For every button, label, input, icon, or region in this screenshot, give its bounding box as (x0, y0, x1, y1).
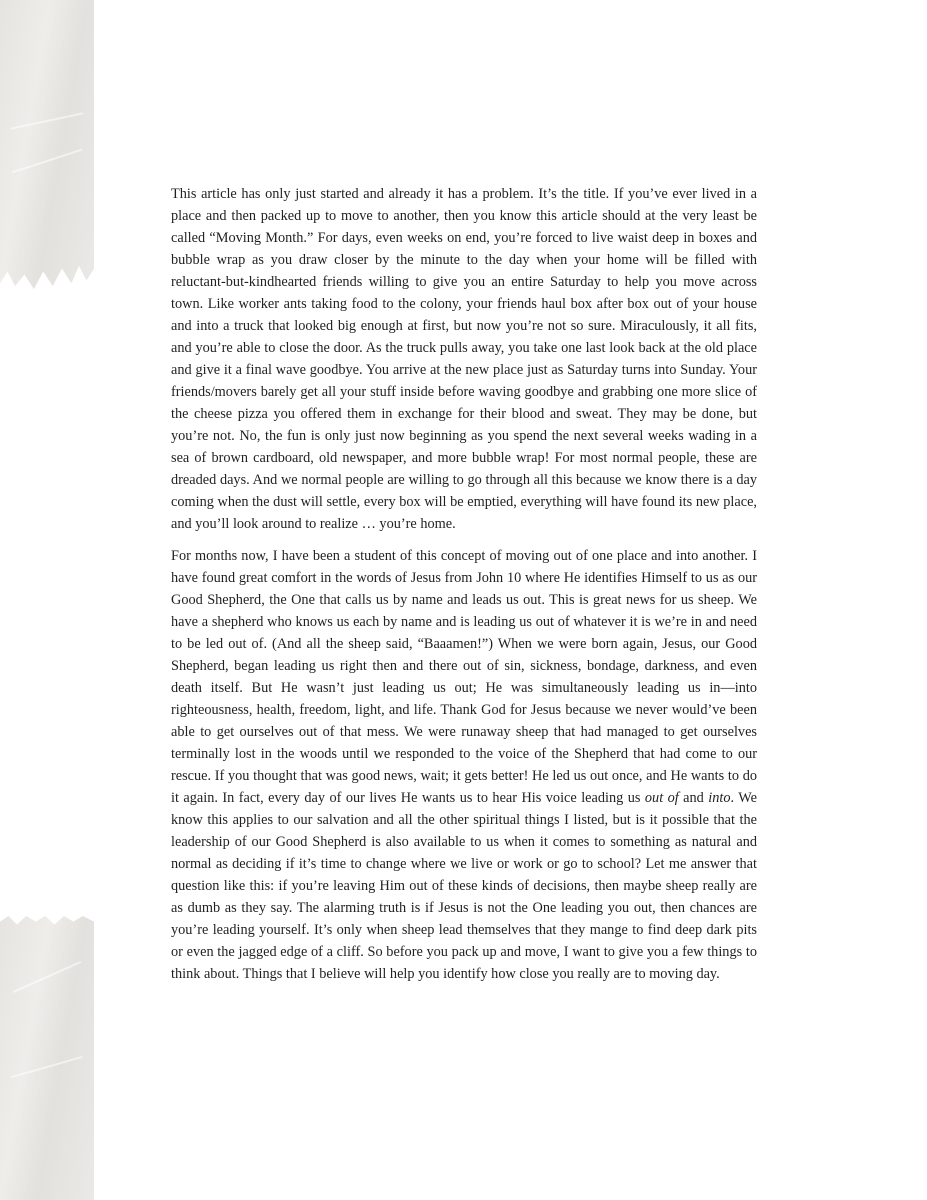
italic-out-of: out of (644, 790, 679, 806)
article-paragraph-1: This article has only just started and already it has a problem. It’s the title. If you’ve ever lived in a place and then packed up to move to another, then you know this article should at the very least be called “Moving Month.” For days, even weeks on end, you’re forced to live waist deep in boxes and bubble wrap as you draw closer by the minute to the day when your home will be filled with reluctant-but-kindhearted friends willing to give you an entire Saturday to help you move across town. Like worker ants taking food to the colony, your friends haul box after box out of your house and into a truck that looked big enough at first, but now you’re not so sure. Miraculously, it all fits, and you’re able to close the door. As the truck pulls away, you take one last look back at the old place and give it a final wave goodbye. You arrive at the new place just as Saturday turns into Sunday. Your friends/movers barely get all your stuff inside before waving goodbye and grabbing one more slice of the cheese pizza you offered them in exchange for their blood and sweat. They may be done, but you’re not. No, the fun is only just now beginning as you spend the next several weeks wading in a sea of brown cardboard, old newspaper, and more bubble wrap! For most normal people, these are dreaded days. And we normal people are willing to go through all this because we know there is a day coming when the dust will settle, every box will be emptied, everything will have found its new place, and you’ll look around to realize … you’re home. (171, 186, 757, 532)
masking-tape-bottom-left (0, 916, 94, 1200)
masking-tape-top-left (0, 0, 94, 292)
conjunction-and: and (678, 790, 709, 806)
article-paragraph-2 (171, 545, 757, 985)
paragraph-2-text-end: . We know this applies to our salvation and all the other spiritual things I listed, but is it possible that the leadership of our Good Shepherd is also available to us when it comes to something as natural and normal as deciding if it’s time to change where we live or work or go to school? Let me answer that question like this: if you’re leaving Him out of these kinds of decisions, then maybe sheep really are as dumb as they say. The alarming truth is if Jesus is not the One leading you out, then chances are you’re leading yourself. It’s only when sheep lead themselves that they mange to find deep dark pits or even the jagged edge of a cliff. So before you pack up and move, I want to give you a few things to think about. Things that I believe will help you identify how close you really are to moving day. (171, 790, 757, 982)
paragraph-2-text-start: For months now, I have been a student of this concept of moving out of one place and into another. I have found great comfort in the words of Jesus from John 10 where He identifies Himself to us as our Good Shepherd, the One that calls us by name and leads us out. This is great news for us sheep. We have a shepherd who knows us each by name and is leading us out of whatever it is we’re in and need to be led out of. (And all the sheep said, “Baaamen!”) When we were born again, Jesus, our Good Shepherd, began leading us right then and there out of sin, sickness, bondage, darkness, and even death itself. But He wasn’t just leading us out; He was simultaneously leading us in—into righteousness, health, freedom, light, and life. Thank God for Jesus because we never would’ve been able to get ourselves out of that mess. We were runaway sheep that had managed to get ourselves terminally lost in the woods until we responded to the voice of the Shepherd that had come to our rescue. If you thought that was good news, wait; it gets better! He led us out once, and He wants to do it again. In fact, every day of our lives He wants us to hear His voice leading us (171, 548, 757, 806)
article-body (171, 183, 757, 995)
italic-into: into (708, 790, 731, 806)
